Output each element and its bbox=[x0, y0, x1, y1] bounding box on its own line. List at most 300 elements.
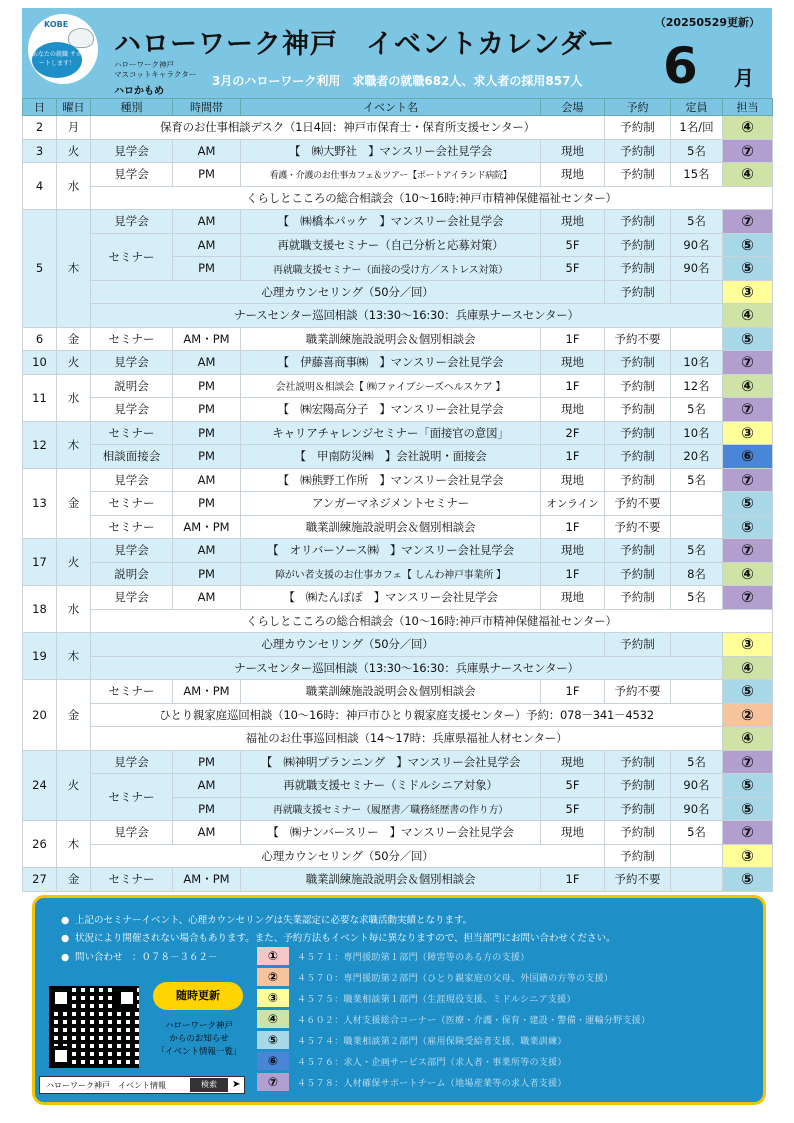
time-cell: AM bbox=[173, 468, 241, 492]
event-name-cell: 心理カウンセリング（50分／回） bbox=[91, 844, 605, 868]
venue-cell: 現地 bbox=[541, 398, 605, 422]
note-text: 状況により開催されない場合もあります。また、予約方法もイベント毎に異なりますので、担当部門にお問い合わせください。 bbox=[75, 933, 616, 944]
dept-legend-item bbox=[257, 1030, 757, 1050]
weekday-cell: 木 bbox=[57, 210, 91, 328]
venue-cell: 現地 bbox=[541, 586, 605, 610]
type-cell: セミナー bbox=[91, 492, 173, 516]
col-header-event: イベント名 bbox=[241, 99, 541, 116]
table-row bbox=[23, 656, 773, 680]
dept-tag-cell: ④ bbox=[723, 116, 773, 140]
dept-tag-cell: ⑤ bbox=[723, 327, 773, 351]
day-cell: 17 bbox=[23, 539, 57, 586]
day-cell: 24 bbox=[23, 750, 57, 821]
capacity-cell bbox=[671, 633, 723, 657]
day-cell: 4 bbox=[23, 163, 57, 210]
venue-cell: 1F bbox=[541, 680, 605, 704]
mascot-logo bbox=[28, 14, 98, 84]
event-name-cell: 【 伊藤喜商事㈱ 】マンスリー会社見学会 bbox=[241, 351, 541, 375]
capacity-cell bbox=[671, 327, 723, 351]
event-name-cell: キャリアチャレンジセミナー「面接官の意図」 bbox=[241, 421, 541, 445]
capacity-cell: 90名 bbox=[671, 233, 723, 257]
venue-cell: 現地 bbox=[541, 821, 605, 845]
capacity-cell: 5名 bbox=[671, 539, 723, 563]
day-cell: 3 bbox=[23, 139, 57, 163]
dept-tag-cell: ③ bbox=[723, 280, 773, 304]
event-name-cell: 心理カウンセリング（50分／回） bbox=[91, 633, 605, 657]
capacity-cell bbox=[671, 492, 723, 516]
table-row bbox=[23, 750, 773, 774]
dept-tag-cell: ⑤ bbox=[723, 233, 773, 257]
venue-cell: 1F bbox=[541, 562, 605, 586]
table-row bbox=[23, 562, 773, 586]
type-cell: 見学会 bbox=[91, 821, 173, 845]
venue-cell: 現地 bbox=[541, 468, 605, 492]
capacity-cell: 90名 bbox=[671, 797, 723, 821]
venue-cell: 5F bbox=[541, 774, 605, 798]
dept-tag-cell: ③ bbox=[723, 633, 773, 657]
time-cell: PM bbox=[173, 445, 241, 469]
reservation-cell: 予約制 bbox=[605, 351, 671, 375]
notice-caption bbox=[151, 1020, 247, 1059]
capacity-cell: 10名 bbox=[671, 421, 723, 445]
contact-text: 問い合わせ ：０７８－３６２－ bbox=[75, 952, 218, 963]
reservation-cell: 予約制 bbox=[605, 257, 671, 281]
table-row bbox=[23, 515, 773, 539]
table-row bbox=[23, 633, 773, 657]
type-cell: セミナー bbox=[91, 327, 173, 351]
type-cell: 説明会 bbox=[91, 562, 173, 586]
venue-cell: 5F bbox=[541, 233, 605, 257]
event-name-cell: 【 ㈱宏陽高分子 】マンスリー会社見学会 bbox=[241, 398, 541, 422]
event-name-cell: 保育のお仕事相談デスク（1日4回：神戸市保育士・保育所支援センター） bbox=[91, 116, 605, 140]
reservation-cell: 予約制 bbox=[605, 445, 671, 469]
event-name-cell: 【 ㈱ナンバースリー 】マンスリー会社見学会 bbox=[241, 821, 541, 845]
capacity-cell: 5名 bbox=[671, 398, 723, 422]
day-cell: 11 bbox=[23, 374, 57, 421]
dept-swatch: ⑦ bbox=[257, 1073, 289, 1091]
table-row bbox=[23, 609, 773, 633]
event-name-cell: 再就職支援セミナー（ミドルシニア対象） bbox=[241, 774, 541, 798]
time-cell: AM・PM bbox=[173, 327, 241, 351]
time-cell: AM bbox=[173, 586, 241, 610]
month-unit: 月 bbox=[734, 66, 754, 90]
reservation-cell: 予約制 bbox=[605, 398, 671, 422]
reservation-cell: 予約制 bbox=[605, 210, 671, 234]
col-header-dow: 曜日 bbox=[57, 99, 91, 116]
usage-stats: 3月のハローワーク利用 求職者の就職682人、求人者の採用857人 bbox=[212, 74, 583, 88]
event-name-cell: 【 ㈱熊野工作所 】マンスリー会社見学会 bbox=[241, 468, 541, 492]
event-name-cell: 心理カウンセリング（50分／回） bbox=[91, 280, 605, 304]
event-name-cell: 【 ㈱神明プランニング 】マンスリー会社見学会 bbox=[241, 750, 541, 774]
venue-cell: 5F bbox=[541, 257, 605, 281]
weekday-cell: 火 bbox=[57, 139, 91, 163]
venue-cell: 1F bbox=[541, 515, 605, 539]
page-header bbox=[22, 8, 772, 98]
dept-legend-item bbox=[257, 967, 757, 987]
time-cell: PM bbox=[173, 562, 241, 586]
time-cell: PM bbox=[173, 374, 241, 398]
dept-text: ４５７１：専門援助第１部門（障害等のある方の支援） bbox=[297, 953, 530, 963]
time-cell: AM・PM bbox=[173, 680, 241, 704]
type-cell: 見学会 bbox=[91, 139, 173, 163]
dept-tag-cell: ⑦ bbox=[723, 468, 773, 492]
table-row bbox=[23, 163, 773, 187]
info-footer bbox=[32, 895, 766, 1105]
dept-swatch: ⑤ bbox=[257, 1031, 289, 1049]
event-name-cell: 再就職支援セミナー（面接の受け方／ストレス対策） bbox=[241, 257, 541, 281]
reservation-cell: 予約制 bbox=[605, 750, 671, 774]
event-name-cell: 再就職支援セミナー（自己分析と応募対策） bbox=[241, 233, 541, 257]
table-row bbox=[23, 727, 773, 751]
reservation-cell: 予約不要 bbox=[605, 515, 671, 539]
dept-tag-cell: ⑦ bbox=[723, 351, 773, 375]
reservation-cell: 予約制 bbox=[605, 116, 671, 140]
dept-tag-cell: ② bbox=[723, 703, 773, 727]
updated-date: （20250529更新） bbox=[654, 16, 760, 29]
time-cell: PM bbox=[173, 797, 241, 821]
event-name-cell: ナースセンター巡回相談（13:30～16:30：兵庫県ナースセンター） bbox=[91, 304, 723, 328]
pointer-cursor-icon: ➤ bbox=[232, 1079, 241, 1090]
time-cell: AM bbox=[173, 351, 241, 375]
table-row bbox=[23, 844, 773, 868]
dept-legend-item bbox=[257, 1051, 757, 1071]
time-cell: PM bbox=[173, 421, 241, 445]
col-header-dept: 担当 bbox=[723, 99, 773, 116]
table-row bbox=[23, 304, 773, 328]
reservation-cell: 予約制 bbox=[605, 797, 671, 821]
event-name-cell: 福祉のお仕事巡回相談（14～17時：兵庫県福祉人材センター） bbox=[91, 727, 723, 751]
type-cell: 見学会 bbox=[91, 398, 173, 422]
venue-cell: 現地 bbox=[541, 351, 605, 375]
capacity-cell: 5名 bbox=[671, 750, 723, 774]
col-header-venue: 会場 bbox=[541, 99, 605, 116]
dept-swatch: ① bbox=[257, 947, 289, 965]
type-cell: 説明会 bbox=[91, 374, 173, 398]
bullet-icon: ● bbox=[61, 952, 70, 963]
dept-tag-cell: ⑦ bbox=[723, 821, 773, 845]
dept-tag-cell: ⑦ bbox=[723, 539, 773, 563]
dept-text: ４５７６：求人・企画サービス部門（求人者・事業所等の支援） bbox=[297, 1058, 567, 1068]
weekday-cell: 水 bbox=[57, 163, 91, 210]
search-box[interactable] bbox=[39, 1076, 245, 1094]
dept-text: ４５７４：職業相談第２部門（雇用保険受給者支援、職業訓練） bbox=[297, 1037, 567, 1047]
capacity-cell: 5名 bbox=[671, 821, 723, 845]
weekday-cell: 木 bbox=[57, 421, 91, 468]
event-name-cell: ひとり親家庭巡回相談（10～16時：神戸市ひとり親家庭支援センター）予約：078－341－4532 bbox=[91, 703, 723, 727]
venue-cell: 2F bbox=[541, 421, 605, 445]
table-row bbox=[23, 139, 773, 163]
weekday-cell: 金 bbox=[57, 468, 91, 539]
notice-line-2: からのお知らせ bbox=[169, 1034, 229, 1044]
reservation-cell: 予約制 bbox=[605, 844, 671, 868]
dept-tag-cell: ③ bbox=[723, 844, 773, 868]
mascot-bubble: あなたの就職 サポートします！ bbox=[32, 42, 82, 78]
day-cell: 19 bbox=[23, 633, 57, 680]
capacity-cell bbox=[671, 280, 723, 304]
type-cell: 相談面接会 bbox=[91, 445, 173, 469]
weekday-cell: 火 bbox=[57, 351, 91, 375]
type-cell: 見学会 bbox=[91, 210, 173, 234]
capacity-cell: 1名/回 bbox=[671, 116, 723, 140]
reservation-cell: 予約制 bbox=[605, 468, 671, 492]
capacity-cell: 5名 bbox=[671, 586, 723, 610]
venue-cell: 現地 bbox=[541, 163, 605, 187]
dept-legend-item bbox=[257, 988, 757, 1008]
event-name-cell: 会社説明＆相談会【 ㈱ファイブシーズヘルスケア 】 bbox=[241, 374, 541, 398]
capacity-cell: 5名 bbox=[671, 139, 723, 163]
dept-tag-cell: ⑤ bbox=[723, 680, 773, 704]
reservation-cell: 予約制 bbox=[605, 421, 671, 445]
venue-cell: 1F bbox=[541, 374, 605, 398]
dept-legend-item bbox=[257, 1072, 757, 1092]
event-name-cell: 【 ㈱たんぽぽ 】マンスリー会社見学会 bbox=[241, 586, 541, 610]
capacity-cell: 20名 bbox=[671, 445, 723, 469]
day-cell: 27 bbox=[23, 868, 57, 892]
note-item bbox=[61, 930, 616, 944]
type-cell: セミナー bbox=[91, 680, 173, 704]
note-item bbox=[61, 912, 472, 926]
time-cell: AM bbox=[173, 774, 241, 798]
dept-tag-cell: ④ bbox=[723, 374, 773, 398]
type-cell: 見学会 bbox=[91, 468, 173, 492]
mascot-name: ハロかもめ bbox=[114, 86, 164, 97]
table-row bbox=[23, 280, 773, 304]
day-cell: 6 bbox=[23, 327, 57, 351]
event-name-cell: 再就職支援セミナー（履歴書／職務経歴書の作り方） bbox=[241, 797, 541, 821]
reservation-cell: 予約不要 bbox=[605, 492, 671, 516]
capacity-cell: 12名 bbox=[671, 374, 723, 398]
time-cell: AM・PM bbox=[173, 515, 241, 539]
time-cell: AM bbox=[173, 210, 241, 234]
dept-text: ４５７０：専門援助第２部門（ひとり親家庭の父母、外国籍の方等の支援） bbox=[297, 974, 614, 984]
mascot-caption-1: ハローワーク神戸 bbox=[114, 60, 174, 69]
weekday-cell: 金 bbox=[57, 868, 91, 892]
time-cell: AM bbox=[173, 233, 241, 257]
time-cell: PM bbox=[173, 398, 241, 422]
dept-text: ４５７８：人材確保サポートチーム（地場産業等の求人者支援） bbox=[297, 1079, 567, 1089]
table-row bbox=[23, 445, 773, 469]
dept-tag-cell: ⑤ bbox=[723, 515, 773, 539]
notice-line-1: ハローワーク神戸 bbox=[164, 1021, 233, 1031]
event-name-cell: アンガーマネジメントセミナー bbox=[241, 492, 541, 516]
event-name-cell: 職業訓練施設説明会＆個別相談会 bbox=[241, 680, 541, 704]
event-name-cell: くらしとこころの総合相談会（10～16時:神戸市精神保健福祉センター） bbox=[91, 609, 773, 633]
event-calendar-table bbox=[22, 98, 773, 892]
capacity-cell bbox=[671, 868, 723, 892]
reservation-cell: 予約制 bbox=[605, 774, 671, 798]
weekday-cell: 月 bbox=[57, 116, 91, 140]
day-cell: 2 bbox=[23, 116, 57, 140]
page-title: ハローワーク神戸 イベントカレンダー bbox=[114, 29, 616, 60]
table-row bbox=[23, 868, 773, 892]
dept-tag-cell: ③ bbox=[723, 421, 773, 445]
dept-tag-cell: ⑤ bbox=[723, 492, 773, 516]
search-input[interactable]: ハローワーク神戸 イベント情報 bbox=[46, 1081, 166, 1090]
dept-tag-cell: ⑦ bbox=[723, 586, 773, 610]
table-row bbox=[23, 492, 773, 516]
time-cell: PM bbox=[173, 492, 241, 516]
reservation-cell: 予約制 bbox=[605, 163, 671, 187]
day-cell: 20 bbox=[23, 680, 57, 751]
dept-text: ４６０２：人材支援総合コーナー（医療・介護・保育・建設・警備・運輸分野支援） bbox=[297, 1016, 651, 1026]
day-cell: 13 bbox=[23, 468, 57, 539]
type-cell: セミナー bbox=[91, 515, 173, 539]
table-row bbox=[23, 774, 773, 798]
dept-tag-cell: ⑤ bbox=[723, 257, 773, 281]
venue-cell: 1F bbox=[541, 445, 605, 469]
qr-code[interactable] bbox=[49, 986, 139, 1068]
day-cell: 10 bbox=[23, 351, 57, 375]
day-cell: 5 bbox=[23, 210, 57, 328]
dept-tag-cell: ④ bbox=[723, 562, 773, 586]
capacity-cell: 5名 bbox=[671, 468, 723, 492]
type-cell: 見学会 bbox=[91, 539, 173, 563]
dept-tag-cell: ⑦ bbox=[723, 750, 773, 774]
dept-tag-cell: ⑤ bbox=[723, 868, 773, 892]
event-name-cell: 職業訓練施設説明会＆個別相談会 bbox=[241, 327, 541, 351]
table-row bbox=[23, 539, 773, 563]
update-badge: 随時更新 bbox=[153, 982, 243, 1010]
qr-finder-mark bbox=[117, 988, 137, 1008]
weekday-cell: 金 bbox=[57, 680, 91, 751]
weekday-cell: 木 bbox=[57, 633, 91, 680]
dept-legend-item bbox=[257, 946, 757, 966]
reservation-cell: 予約制 bbox=[605, 139, 671, 163]
event-name-cell: ナースセンター巡回相談（13:30～16:30：兵庫県ナースセンター） bbox=[91, 656, 723, 680]
dept-tag-cell: ④ bbox=[723, 656, 773, 680]
venue-cell: 現地 bbox=[541, 750, 605, 774]
table-row bbox=[23, 468, 773, 492]
col-header-capacity: 定員 bbox=[671, 99, 723, 116]
capacity-cell bbox=[671, 844, 723, 868]
dept-swatch: ⑥ bbox=[257, 1052, 289, 1070]
table-header-row bbox=[23, 99, 773, 116]
capacity-cell bbox=[671, 515, 723, 539]
capacity-cell: 5名 bbox=[671, 210, 723, 234]
table-row bbox=[23, 821, 773, 845]
weekday-cell: 金 bbox=[57, 327, 91, 351]
col-header-type: 種別 bbox=[91, 99, 173, 116]
table-row bbox=[23, 680, 773, 704]
reservation-cell: 予約不要 bbox=[605, 680, 671, 704]
type-cell: セミナー bbox=[91, 868, 173, 892]
type-cell: セミナー bbox=[91, 421, 173, 445]
table-row bbox=[23, 586, 773, 610]
dept-legend-item bbox=[257, 1009, 757, 1029]
weekday-cell: 水 bbox=[57, 374, 91, 421]
qr-finder-mark bbox=[51, 988, 71, 1008]
reservation-cell: 予約不要 bbox=[605, 868, 671, 892]
venue-cell: 現地 bbox=[541, 139, 605, 163]
col-header-reservation: 予約 bbox=[605, 99, 671, 116]
reservation-cell: 予約制 bbox=[605, 633, 671, 657]
time-cell: PM bbox=[173, 750, 241, 774]
capacity-cell: 8名 bbox=[671, 562, 723, 586]
venue-cell: オンライン bbox=[541, 492, 605, 516]
reservation-cell: 予約制 bbox=[605, 233, 671, 257]
time-cell: AM bbox=[173, 139, 241, 163]
time-cell: AM bbox=[173, 821, 241, 845]
weekday-cell: 火 bbox=[57, 750, 91, 821]
event-name-cell: 【 ㈱大野社 】マンスリー会社見学会 bbox=[241, 139, 541, 163]
dept-tag-cell: ④ bbox=[723, 727, 773, 751]
venue-cell: 現地 bbox=[541, 539, 605, 563]
weekday-cell: 木 bbox=[57, 821, 91, 868]
type-cell: 見学会 bbox=[91, 351, 173, 375]
col-header-day: 日 bbox=[23, 99, 57, 116]
dept-tag-cell: ⑥ bbox=[723, 445, 773, 469]
note-text: 上記のセミナーイベント、心理カウンセリングは失業認定に必要な求職活動実績となります。 bbox=[75, 915, 473, 926]
dept-tag-cell: ⑤ bbox=[723, 797, 773, 821]
dept-swatch: ③ bbox=[257, 989, 289, 1007]
time-cell: PM bbox=[173, 257, 241, 281]
mascot-caption bbox=[114, 60, 196, 80]
reservation-cell: 予約制 bbox=[605, 562, 671, 586]
weekday-cell: 火 bbox=[57, 539, 91, 586]
qr-finder-mark bbox=[51, 1046, 71, 1066]
time-cell: AM・PM bbox=[173, 868, 241, 892]
table-row bbox=[23, 703, 773, 727]
day-cell: 12 bbox=[23, 421, 57, 468]
search-button[interactable]: 検索 bbox=[190, 1078, 228, 1092]
table-row bbox=[23, 186, 773, 210]
day-cell: 26 bbox=[23, 821, 57, 868]
event-name-cell: 【 ㈱橋本パッケ 】マンスリー会社見学会 bbox=[241, 210, 541, 234]
bullet-icon: ● bbox=[61, 933, 70, 944]
dept-tag-cell: ⑦ bbox=[723, 139, 773, 163]
table-row bbox=[23, 327, 773, 351]
dept-tag-cell: ⑤ bbox=[723, 774, 773, 798]
capacity-cell: 90名 bbox=[671, 257, 723, 281]
type-cell: 見学会 bbox=[91, 586, 173, 610]
mascot-caption-2: マスコットキャラクター bbox=[114, 70, 197, 79]
capacity-cell: 15名 bbox=[671, 163, 723, 187]
event-name-cell: 看護・介護のお仕事カフェ＆ツアー【ポートアイランド病院】 bbox=[241, 163, 541, 187]
table-row bbox=[23, 351, 773, 375]
table-row bbox=[23, 398, 773, 422]
type-cell: セミナー bbox=[91, 774, 173, 821]
capacity-cell: 90名 bbox=[671, 774, 723, 798]
col-header-time: 時間帯 bbox=[173, 99, 241, 116]
venue-cell: 1F bbox=[541, 868, 605, 892]
dept-text: ４５７５：職業相談第１部門（生涯現役支援、ミドルシニア支援） bbox=[297, 995, 576, 1005]
reservation-cell: 予約制 bbox=[605, 539, 671, 563]
event-name-cell: 障がい者支援のお仕事カフェ【 しんわ神戸事業所 】 bbox=[241, 562, 541, 586]
day-cell: 18 bbox=[23, 586, 57, 633]
event-name-cell: 職業訓練施設説明会＆個別相談会 bbox=[241, 515, 541, 539]
reservation-cell: 予約不要 bbox=[605, 327, 671, 351]
reservation-cell: 予約制 bbox=[605, 586, 671, 610]
reservation-cell: 予約制 bbox=[605, 280, 671, 304]
time-cell: AM bbox=[173, 539, 241, 563]
event-name-cell: 【 オリバーソース㈱ 】マンスリー会社見学会 bbox=[241, 539, 541, 563]
capacity-cell: 10名 bbox=[671, 351, 723, 375]
type-cell: セミナー bbox=[91, 233, 173, 280]
event-name-cell: 職業訓練施設説明会＆個別相談会 bbox=[241, 868, 541, 892]
dept-tag-cell: ⑦ bbox=[723, 210, 773, 234]
venue-cell: 5F bbox=[541, 797, 605, 821]
table-row bbox=[23, 233, 773, 257]
notice-line-3: 「イベント情報一覧」 bbox=[156, 1047, 242, 1057]
mascot-kobe-label: KOBE bbox=[44, 20, 69, 29]
table-row bbox=[23, 421, 773, 445]
type-cell: 見学会 bbox=[91, 163, 173, 187]
dept-tag-cell: ④ bbox=[723, 304, 773, 328]
event-name-cell: 【 甲南防災㈱ 】会社説明・面接会 bbox=[241, 445, 541, 469]
table-row bbox=[23, 116, 773, 140]
dept-tag-cell: ⑦ bbox=[723, 398, 773, 422]
capacity-cell bbox=[671, 680, 723, 704]
